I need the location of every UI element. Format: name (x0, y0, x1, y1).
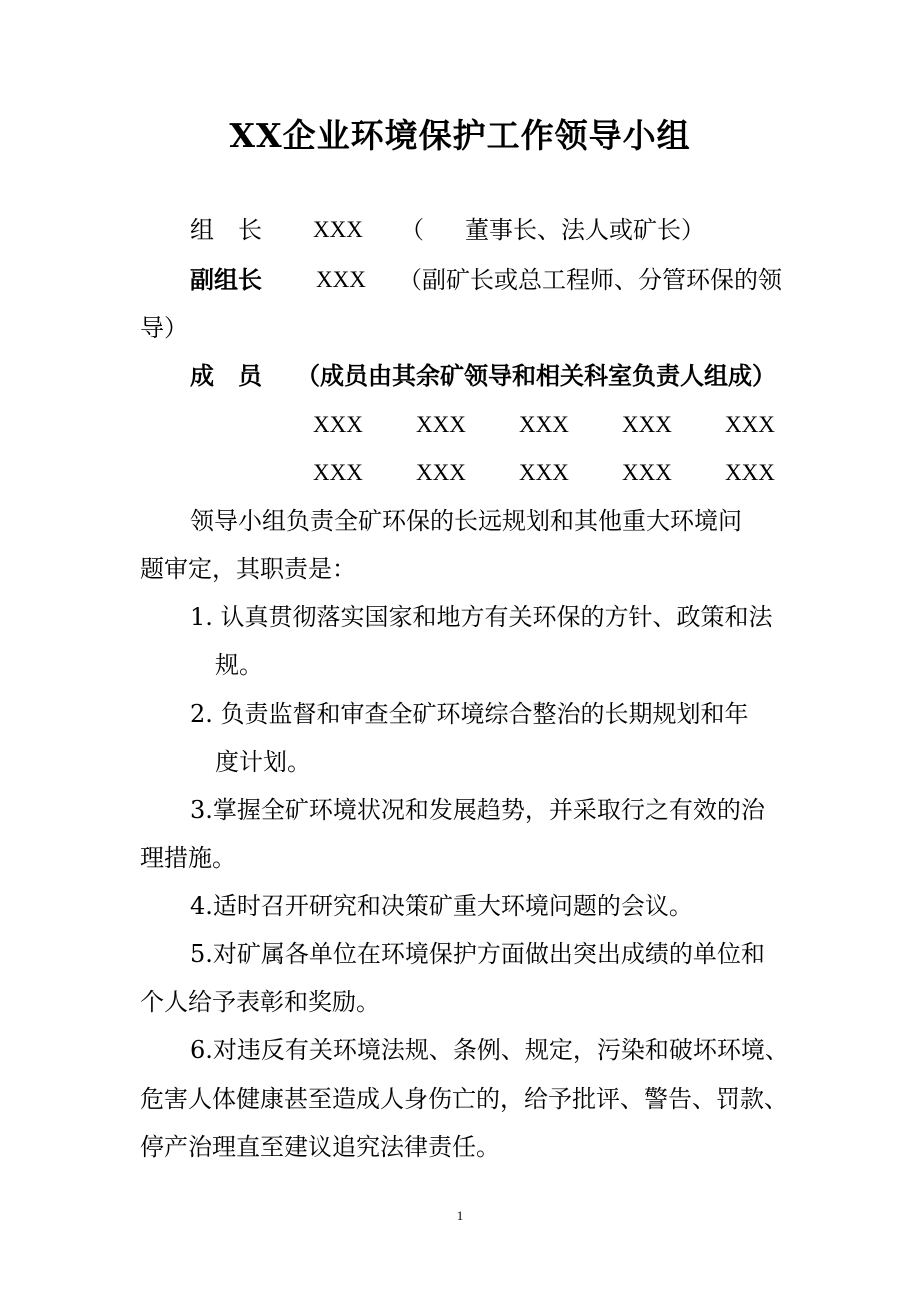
member-name: XXX (313, 412, 363, 437)
duty-6-line2: 危害人体健康甚至造成人身伤亡的，给予批评、警告、罚款、 (140, 1085, 788, 1113)
members-description: （成员由其余矿领导和相关科室负责人组成） (296, 361, 776, 390)
member-name: XXX (519, 412, 569, 437)
duty-6-line3: 停产治理直至建议追究法律责任。 (140, 1133, 500, 1161)
member-name: XXX (313, 460, 363, 485)
intro-line2: 题审定，其职责是： (140, 555, 356, 583)
deputy-label: 副组长 (190, 265, 262, 294)
duty-3-line1: 3.掌握全矿环境状况和发展趋势，并采取行之有效的治 (190, 796, 765, 824)
member-name: XXX (622, 412, 672, 437)
member-name: XXX (416, 412, 466, 437)
duty-2-line1: 2. 负责监督和审查全矿环境综合整治的长期规划和年 (190, 700, 749, 728)
deputy-role-line1: （副矿长或总工程师、分管环保的领 (398, 266, 782, 294)
intro-line1: 领导小组负责全矿环保的长远规划和其他重大环境问 (190, 507, 742, 535)
member-name: XXX (725, 460, 775, 485)
document-title: XX企业环境保护工作领导小组 (229, 116, 691, 155)
member-name: XXX (416, 460, 466, 485)
deputy-name: XXX (316, 267, 366, 292)
deputy-role-line2: 导） (140, 314, 188, 342)
duty-2-line2: 度计划。 (215, 748, 311, 776)
duty-5-line2: 个人给予表彰和奖励。 (140, 988, 380, 1016)
member-name: XXX (519, 460, 569, 485)
duty-4-line1: 4.适时召开研究和决策矿重大环境问题的会议。 (190, 892, 693, 920)
duty-5-line1: 5.对矿属各单位在环境保护方面做出突出成绩的单位和 (190, 940, 765, 968)
leader-open-paren: （ (400, 216, 424, 244)
duty-1-line1: 1. 认真贯彻落实国家和地方有关环保的方针、政策和法 (190, 603, 773, 631)
leader-label: 组 长 (190, 216, 262, 244)
duty-3-line2: 理措施。 (140, 844, 236, 872)
member-name: XXX (622, 460, 672, 485)
duty-6-line1: 6.对违反有关环境法规、条例、规定，污染和破坏环境、 (190, 1036, 789, 1064)
duty-1-line2: 规。 (215, 651, 263, 679)
members-label: 成 员 (190, 361, 262, 390)
member-name: XXX (725, 412, 775, 437)
leader-name: XXX (313, 217, 363, 242)
leader-role: 董事长、法人或矿长） (465, 216, 705, 244)
page-number: 1 (456, 1208, 464, 1223)
